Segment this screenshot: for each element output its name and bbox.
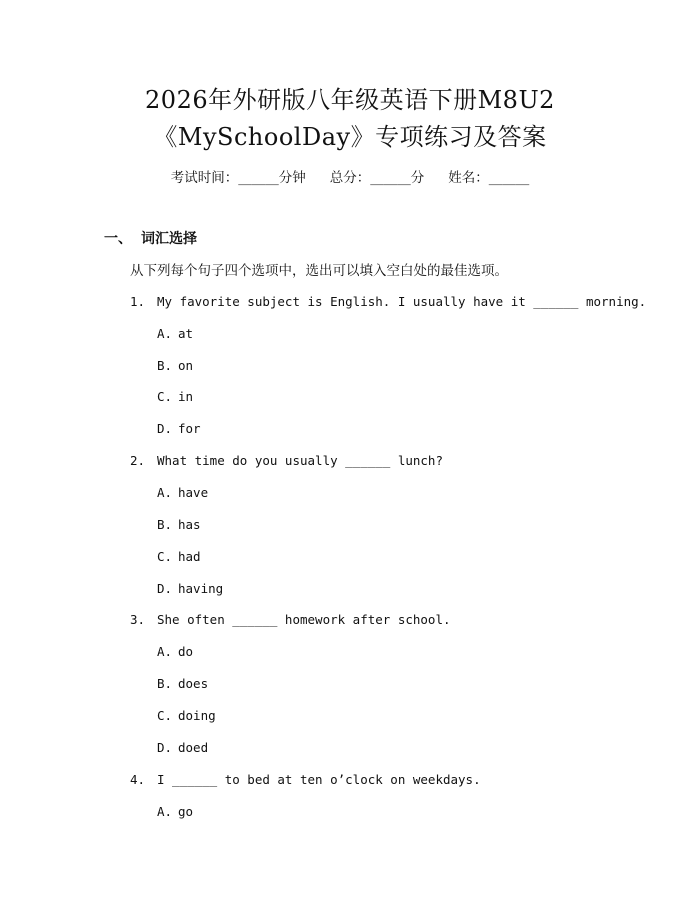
- section-title: 词汇选择: [141, 231, 197, 247]
- question-text: What time do you usually ______ lunch?: [157, 453, 443, 468]
- question-number: 3.: [130, 612, 146, 627]
- question-number: 1.: [130, 294, 146, 309]
- option-text: does: [178, 676, 209, 691]
- exam-score: 总分：______分: [329, 170, 425, 186]
- option-text: having: [178, 581, 224, 596]
- option-3b: [157, 674, 208, 694]
- option-2c: [157, 547, 201, 567]
- question-number: 2.: [130, 453, 146, 468]
- question-number: 4.: [130, 772, 146, 787]
- question-text: My favorite subject is English. I usually have it ______ morning.: [157, 294, 647, 309]
- option-letter: B.: [157, 358, 173, 373]
- option-4a: [157, 802, 193, 822]
- option-1a: [157, 324, 193, 344]
- option-text: have: [178, 485, 209, 500]
- option-2a: [157, 483, 208, 503]
- exam-time: 考试时间：______分钟: [170, 170, 306, 186]
- option-text: on: [178, 358, 194, 373]
- option-1d: [157, 419, 201, 439]
- option-3c: [157, 706, 216, 726]
- question-4: [130, 770, 481, 790]
- option-3d: [157, 738, 208, 758]
- option-letter: B.: [157, 517, 173, 532]
- document-title-line2: 《MySchoolDay》专项练习及答案: [153, 123, 547, 151]
- option-2d: [157, 579, 223, 599]
- option-text: has: [178, 517, 201, 532]
- section-heading: [104, 229, 197, 249]
- option-text: go: [178, 804, 194, 819]
- question-1: [130, 292, 646, 312]
- option-text: doing: [178, 708, 216, 723]
- document-title-line1: 2026年外研版八年级英语下册M8U2: [145, 86, 555, 114]
- option-letter: C.: [157, 708, 173, 723]
- question-text: She often ______ homework after school.: [157, 612, 451, 627]
- option-2b: [157, 515, 201, 535]
- option-1b: [157, 356, 193, 376]
- option-text: had: [178, 549, 201, 564]
- question-2: [130, 451, 443, 471]
- option-letter: A.: [157, 326, 173, 341]
- option-3a: [157, 642, 193, 662]
- option-text: do: [178, 644, 194, 659]
- option-letter: B.: [157, 676, 173, 691]
- option-letter: D.: [157, 421, 173, 436]
- student-name: 姓名：______: [448, 170, 530, 186]
- option-letter: D.: [157, 581, 173, 596]
- exam-info: [0, 168, 700, 188]
- option-letter: D.: [157, 740, 173, 755]
- option-letter: C.: [157, 549, 173, 564]
- option-1c: [157, 387, 193, 407]
- option-letter: A.: [157, 485, 173, 500]
- option-text: in: [178, 389, 194, 404]
- option-text: doed: [178, 740, 209, 755]
- option-text: for: [178, 421, 201, 436]
- question-text: I ______ to bed at ten o’clock on weekdays.: [157, 772, 481, 787]
- option-text: at: [178, 326, 194, 341]
- option-letter: A.: [157, 644, 173, 659]
- section-instruction: 从下列每个句子四个选项中，选出可以填入空白处的最佳选项。: [130, 263, 508, 279]
- option-letter: A.: [157, 804, 173, 819]
- section-number: 一、: [104, 231, 132, 247]
- question-3: [130, 610, 451, 630]
- option-letter: C.: [157, 389, 173, 404]
